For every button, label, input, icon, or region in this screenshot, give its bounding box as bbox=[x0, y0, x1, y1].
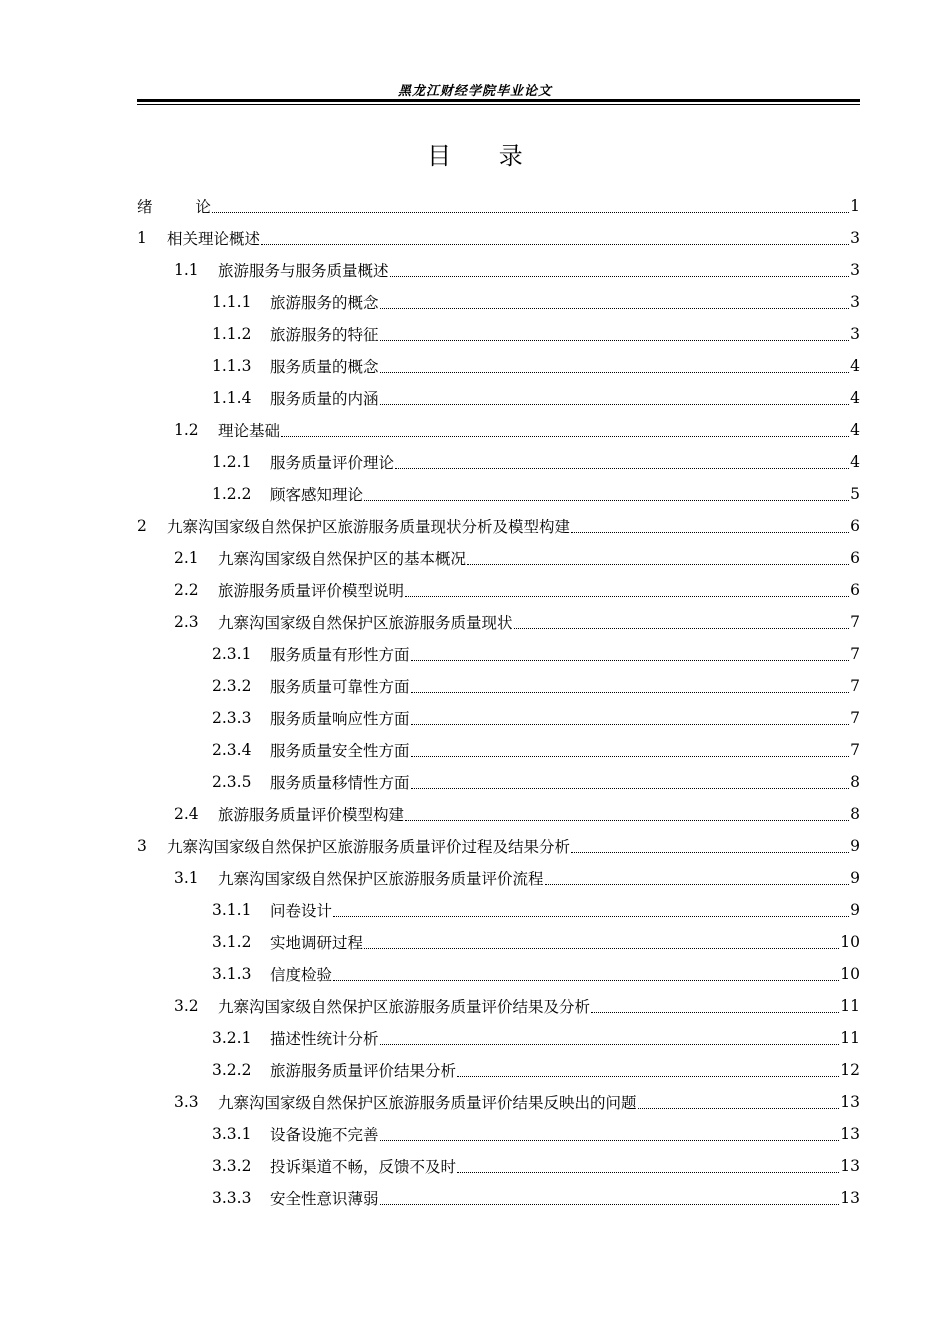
toc-entry-title: 服务质量评价理论 bbox=[270, 454, 395, 472]
toc-entry-page: 9 bbox=[850, 837, 860, 855]
toc-entry-number: 3.2 bbox=[174, 997, 199, 1015]
toc-entry-page: 4 bbox=[850, 453, 860, 471]
dot-leader bbox=[591, 1012, 839, 1013]
toc-entry-title: 投诉渠道不畅，反馈不及时 bbox=[270, 1158, 457, 1176]
dot-leader bbox=[545, 884, 850, 885]
toc-entry-number: 2.3.3 bbox=[212, 709, 252, 727]
dot-leader bbox=[364, 500, 849, 501]
toc-entry-number: 2.3 bbox=[174, 613, 199, 631]
dot-leader bbox=[281, 436, 849, 437]
toc-entry-title: 九寨沟国家级自然保护区的基本概况 bbox=[218, 550, 467, 568]
toc-entry-title: 服务质量的内涵 bbox=[270, 390, 379, 408]
toc-entry-number: 1.2.1 bbox=[212, 453, 252, 471]
dot-leader bbox=[380, 1044, 840, 1045]
toc-entry-number: 3.2.1 bbox=[212, 1029, 252, 1047]
toc-entry-title: 九寨沟国家级自然保护区旅游服务质量评价结果及分析 bbox=[218, 998, 591, 1016]
toc-entry[interactable] bbox=[137, 670, 860, 702]
toc-entry[interactable] bbox=[137, 1182, 860, 1214]
toc-entry-title: 服务质量移情性方面 bbox=[270, 774, 410, 792]
toc-entry-number: 1.1.1 bbox=[212, 293, 252, 311]
toc-entry-number: 1.2.2 bbox=[212, 485, 252, 503]
toc-entry-number: 1.1.2 bbox=[212, 325, 252, 343]
toc-entry-number: 3.3.1 bbox=[212, 1125, 252, 1143]
toc-entry-page: 13 bbox=[840, 1189, 860, 1207]
dot-leader bbox=[638, 1108, 840, 1109]
toc-entry-page: 6 bbox=[850, 517, 860, 535]
dot-leader bbox=[457, 1076, 839, 1077]
toc-entry[interactable] bbox=[137, 894, 860, 926]
toc-entry[interactable] bbox=[137, 478, 860, 510]
toc-entry-page: 13 bbox=[840, 1093, 860, 1111]
dot-leader bbox=[380, 1204, 840, 1205]
toc-entry-title: 九寨沟国家级自然保护区旅游服务质量现状 bbox=[218, 614, 513, 632]
dot-leader bbox=[411, 660, 850, 661]
toc-entry-title: 实地调研过程 bbox=[270, 934, 364, 952]
header-rule-thin bbox=[137, 104, 860, 105]
dot-leader bbox=[457, 1172, 839, 1173]
toc-entry[interactable] bbox=[137, 190, 860, 222]
toc-entry-title: 服务质量响应性方面 bbox=[270, 710, 410, 728]
toc-entry[interactable] bbox=[137, 926, 860, 958]
toc-entry-page: 7 bbox=[850, 741, 860, 759]
toc-entry-number: 1 bbox=[137, 229, 147, 247]
toc-entry-page: 9 bbox=[850, 869, 860, 887]
toc-entry-title: 相关理论概述 bbox=[167, 230, 261, 248]
toc-entry-title: 旅游服务与服务质量概述 bbox=[218, 262, 389, 280]
toc-entry-number: 1.1 bbox=[174, 261, 199, 279]
toc-entry-number: 3.3.2 bbox=[212, 1157, 252, 1175]
toc-entry-title: 描述性统计分析 bbox=[270, 1030, 379, 1048]
toc-entry[interactable] bbox=[137, 446, 860, 478]
dot-leader bbox=[380, 1140, 840, 1141]
dot-leader bbox=[411, 692, 850, 693]
toc-entry-title: 服务质量安全性方面 bbox=[270, 742, 410, 760]
toc-entry-title: 安全性意识薄弱 bbox=[270, 1190, 379, 1208]
dot-leader bbox=[571, 852, 849, 853]
toc-entry-title: 九寨沟国家级自然保护区旅游服务质量评价结果反映出的问题 bbox=[218, 1094, 637, 1112]
toc-entry-title: 信度检验 bbox=[270, 966, 333, 984]
toc-entry-title: 服务质量可靠性方面 bbox=[270, 678, 410, 696]
page-header: 黑龙江财经学院毕业论文 bbox=[397, 84, 552, 99]
toc-entry[interactable] bbox=[137, 1118, 860, 1150]
toc-entry-number: 1.2 bbox=[174, 421, 199, 439]
toc-entry-page: 8 bbox=[850, 773, 860, 791]
toc-entry[interactable] bbox=[137, 734, 860, 766]
toc-entry-title: 旅游服务质量评价模型说明 bbox=[218, 582, 405, 600]
dot-leader bbox=[380, 308, 850, 309]
toc-entry-page: 13 bbox=[840, 1125, 860, 1143]
dot-leader bbox=[380, 340, 850, 341]
toc-entry-page: 7 bbox=[850, 677, 860, 695]
dot-leader bbox=[411, 756, 850, 757]
dot-leader bbox=[395, 468, 849, 469]
toc-entry-title: 九寨沟国家级自然保护区旅游服务质量评价过程及结果分析 bbox=[167, 838, 571, 856]
toc-entry[interactable] bbox=[137, 830, 860, 862]
toc-entry[interactable] bbox=[137, 510, 860, 542]
dot-leader bbox=[333, 916, 849, 917]
toc-entry[interactable] bbox=[137, 1022, 860, 1054]
toc-entry-page: 4 bbox=[850, 389, 860, 407]
dot-leader bbox=[467, 564, 849, 565]
toc-entry-number: 1.1.3 bbox=[212, 357, 252, 375]
toc-entry-page: 13 bbox=[840, 1157, 860, 1175]
toc-entry[interactable] bbox=[137, 990, 860, 1022]
toc-entry[interactable] bbox=[137, 1150, 860, 1182]
toc-entry-title: 九寨沟国家级自然保护区旅游服务质量现状分析及模型构建 bbox=[167, 518, 571, 536]
toc-entry-number: 2.1 bbox=[174, 549, 199, 567]
toc-entry[interactable] bbox=[137, 382, 860, 414]
toc-entry-title: 理论基础 bbox=[218, 422, 281, 440]
toc-entry[interactable] bbox=[137, 798, 860, 830]
toc-entry[interactable] bbox=[137, 286, 860, 318]
toc-entry-page: 10 bbox=[840, 933, 860, 951]
toc-entry[interactable] bbox=[137, 318, 860, 350]
toc-entry-title: 旅游服务质量评价模型构建 bbox=[218, 806, 405, 824]
toc-entry-page: 6 bbox=[850, 581, 860, 599]
toc-entry-page: 3 bbox=[850, 325, 860, 343]
dot-leader bbox=[261, 244, 849, 245]
toc-entry-page: 3 bbox=[850, 229, 860, 247]
toc-entry-title: 绪 论 bbox=[137, 198, 211, 216]
dot-leader bbox=[364, 948, 839, 949]
dot-leader bbox=[212, 212, 849, 213]
toc-entry-number: 3.3.3 bbox=[212, 1189, 252, 1207]
toc-entry[interactable] bbox=[137, 766, 860, 798]
toc-entry-number: 3.1.1 bbox=[212, 901, 252, 919]
toc-entry-title: 旅游服务质量评价结果分析 bbox=[270, 1062, 457, 1080]
toc-entry[interactable] bbox=[137, 862, 860, 894]
table-of-contents bbox=[137, 190, 860, 1214]
dot-leader bbox=[380, 372, 850, 373]
toc-entry-page: 3 bbox=[850, 293, 860, 311]
toc-entry[interactable] bbox=[137, 702, 860, 734]
toc-entry-number: 3 bbox=[137, 837, 147, 855]
toc-entry[interactable] bbox=[137, 222, 860, 254]
toc-entry-number: 1.1.4 bbox=[212, 389, 252, 407]
toc-entry-page: 9 bbox=[850, 901, 860, 919]
toc-entry-page: 4 bbox=[850, 357, 860, 375]
toc-entry-number: 2 bbox=[137, 517, 147, 535]
toc-entry-number: 3.3 bbox=[174, 1093, 199, 1111]
toc-entry-title: 顾客感知理论 bbox=[270, 486, 364, 504]
toc-entry-number: 2.2 bbox=[174, 581, 199, 599]
toc-entry-page: 7 bbox=[850, 645, 860, 663]
toc-entry-page: 11 bbox=[840, 1029, 860, 1047]
toc-entry-number: 2.3.2 bbox=[212, 677, 252, 695]
toc-entry-page: 7 bbox=[850, 709, 860, 727]
toc-entry[interactable] bbox=[137, 254, 860, 286]
header-rule-thick bbox=[137, 99, 860, 102]
dot-leader bbox=[390, 276, 850, 277]
toc-entry[interactable] bbox=[137, 542, 860, 574]
toc-entry-page: 6 bbox=[850, 549, 860, 567]
toc-entry-number: 2.3.1 bbox=[212, 645, 252, 663]
toc-entry-title: 九寨沟国家级自然保护区旅游服务质量评价流程 bbox=[218, 870, 544, 888]
toc-entry-title: 旅游服务的概念 bbox=[270, 294, 379, 312]
toc-entry[interactable] bbox=[137, 414, 860, 446]
toc-entry-number: 3.1 bbox=[174, 869, 199, 887]
toc-entry-number: 2.3.4 bbox=[212, 741, 252, 759]
dot-leader bbox=[514, 628, 850, 629]
toc-entry-number: 3.1.3 bbox=[212, 965, 252, 983]
toc-entry[interactable] bbox=[137, 574, 860, 606]
toc-entry-title: 设备设施不完善 bbox=[270, 1126, 379, 1144]
toc-entry-page: 11 bbox=[840, 997, 860, 1015]
toc-entry-page: 10 bbox=[840, 965, 860, 983]
toc-title: 目 录 bbox=[427, 142, 523, 170]
toc-entry-number: 2.3.5 bbox=[212, 773, 252, 791]
toc-entry-number: 3.2.2 bbox=[212, 1061, 252, 1079]
toc-entry[interactable] bbox=[137, 958, 860, 990]
toc-entry-page: 4 bbox=[850, 421, 860, 439]
toc-entry-title: 服务质量有形性方面 bbox=[270, 646, 410, 664]
dot-leader bbox=[380, 404, 850, 405]
toc-entry-page: 5 bbox=[850, 485, 860, 503]
toc-entry-page: 7 bbox=[850, 613, 860, 631]
toc-entry-title: 旅游服务的特征 bbox=[270, 326, 379, 344]
toc-entry-number: 2.4 bbox=[174, 805, 199, 823]
toc-entry[interactable] bbox=[137, 638, 860, 670]
toc-entry[interactable] bbox=[137, 1054, 860, 1086]
toc-entry-page: 3 bbox=[850, 261, 860, 279]
dot-leader bbox=[333, 980, 839, 981]
dot-leader bbox=[411, 788, 850, 789]
toc-entry-page: 12 bbox=[840, 1061, 860, 1079]
toc-entry[interactable] bbox=[137, 1086, 860, 1118]
dot-leader bbox=[411, 724, 850, 725]
toc-entry-title: 服务质量的概念 bbox=[270, 358, 379, 376]
dot-leader bbox=[405, 596, 849, 597]
toc-entry-number: 3.1.2 bbox=[212, 933, 252, 951]
toc-entry[interactable] bbox=[137, 606, 860, 638]
dot-leader bbox=[405, 820, 849, 821]
toc-entry-page: 8 bbox=[850, 805, 860, 823]
toc-entry-page: 1 bbox=[850, 197, 860, 215]
dot-leader bbox=[571, 532, 849, 533]
toc-entry[interactable] bbox=[137, 350, 860, 382]
toc-entry-title: 问卷设计 bbox=[270, 902, 333, 920]
